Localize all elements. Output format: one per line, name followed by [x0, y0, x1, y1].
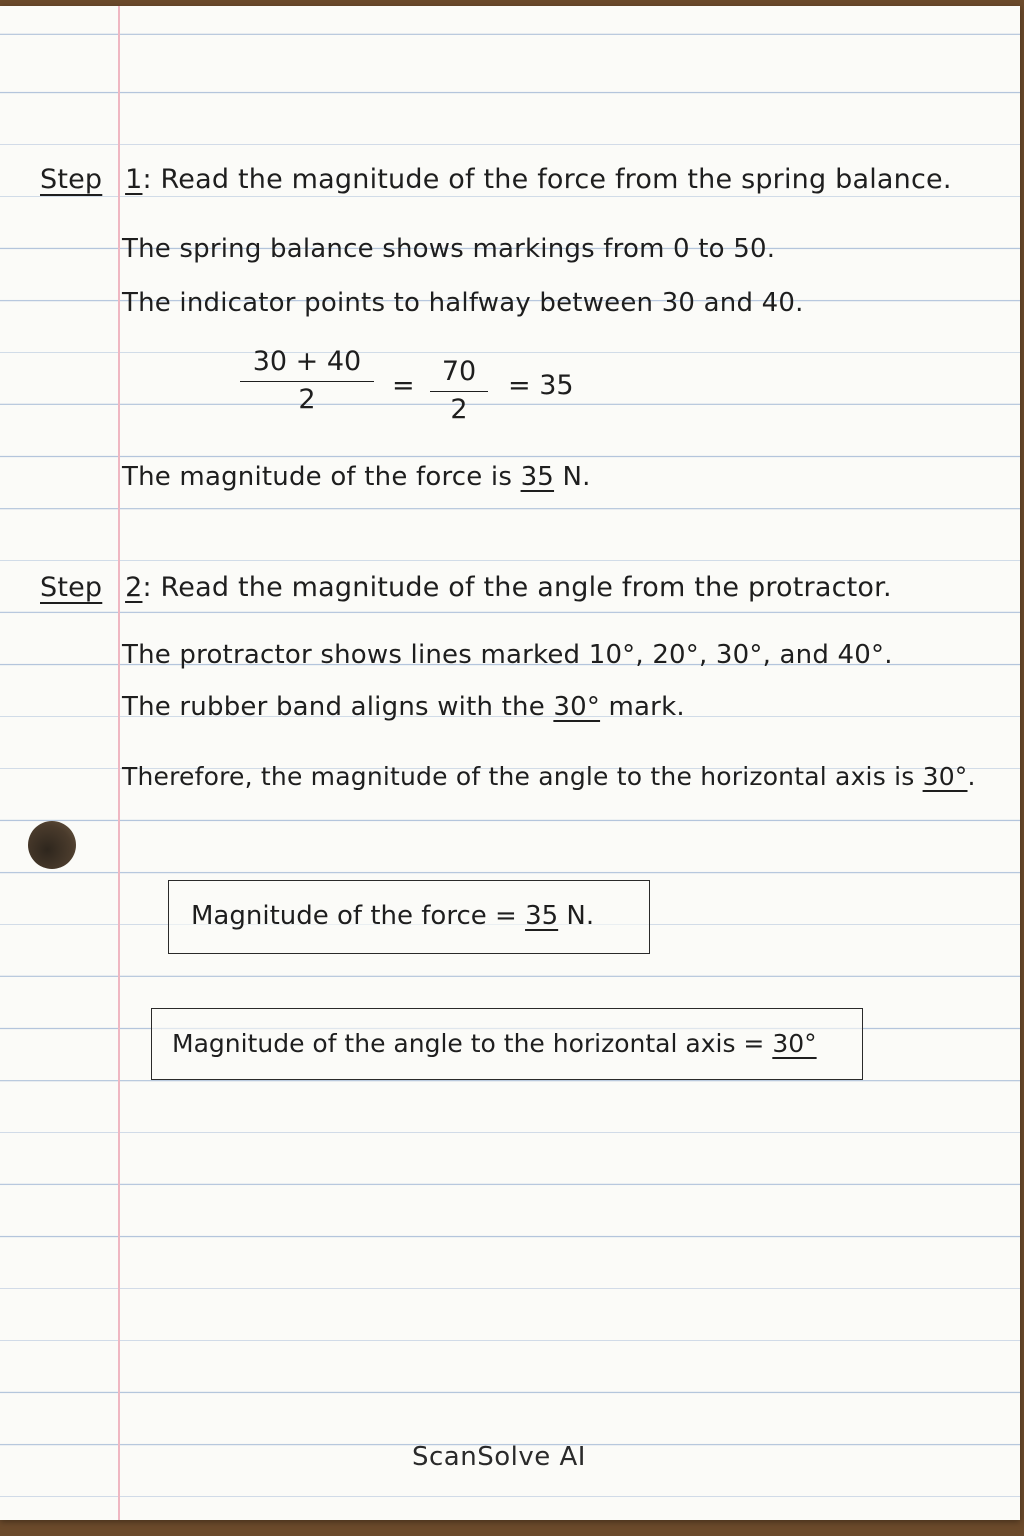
step1-number: 1	[125, 164, 143, 195]
force-answer-box	[168, 880, 650, 954]
equals-sign-1: =	[392, 370, 415, 401]
angle-value: 30°	[922, 762, 968, 791]
force-answer-label: Magnitude of the force =	[191, 901, 526, 931]
equals-result: = 35	[508, 370, 574, 401]
punch-hole	[28, 821, 76, 869]
force-value: 35	[520, 462, 555, 492]
step2-number: 2	[125, 572, 143, 603]
angle-answer-label: Magnitude of the angle to the horizontal axis =	[172, 1029, 773, 1058]
fraction-sum-numerator: 30 + 40	[240, 346, 374, 382]
fraction-result	[430, 356, 488, 425]
force-unit: N.	[554, 462, 591, 492]
step1-label: Step	[40, 164, 103, 195]
angle-answer-box	[151, 1008, 863, 1080]
step2-label: Step	[40, 572, 103, 603]
step1-heading-text: : Read the magnitude of the force from the spring balance.	[142, 164, 952, 195]
force-answer-value: 35	[525, 901, 559, 931]
step1-line2: The indicator points to halfway between 30 and 40.	[122, 288, 804, 318]
step2-line2-end: mark.	[600, 692, 685, 722]
fraction-result-denominator: 2	[450, 394, 468, 425]
step2-conclusion-end: .	[967, 762, 976, 791]
step1-conclusion	[122, 462, 591, 492]
angle-mark-value: 30°	[553, 692, 601, 722]
fraction-sum-denominator: 2	[298, 384, 316, 415]
step2-conclusion-text: Therefore, the magnitude of the angle to the horizontal axis is	[122, 762, 923, 791]
step2-line1: The protractor shows lines marked 10°, 20°, 30°, and 40°.	[122, 640, 893, 670]
footer-brand: ScanSolve AI	[412, 1442, 586, 1472]
step2-conclusion	[122, 762, 976, 791]
angle-answer-value: 30°	[772, 1029, 817, 1058]
step2-heading	[40, 572, 892, 603]
step1-line1: The spring balance shows markings from 0 to 50.	[122, 234, 776, 264]
margin-line	[118, 6, 120, 1520]
force-answer-unit: N.	[558, 901, 595, 931]
step1-heading	[40, 164, 952, 195]
step1-conclusion-text: The magnitude of the force is	[122, 462, 521, 492]
fraction-result-numerator: 70	[430, 356, 488, 392]
step2-heading-text: : Read the magnitude of the angle from the protractor.	[142, 572, 892, 603]
step2-line2-text: The rubber band aligns with the	[122, 692, 554, 722]
notebook-page	[0, 6, 1020, 1520]
step2-line2	[122, 692, 685, 722]
fraction-sum	[240, 346, 374, 415]
